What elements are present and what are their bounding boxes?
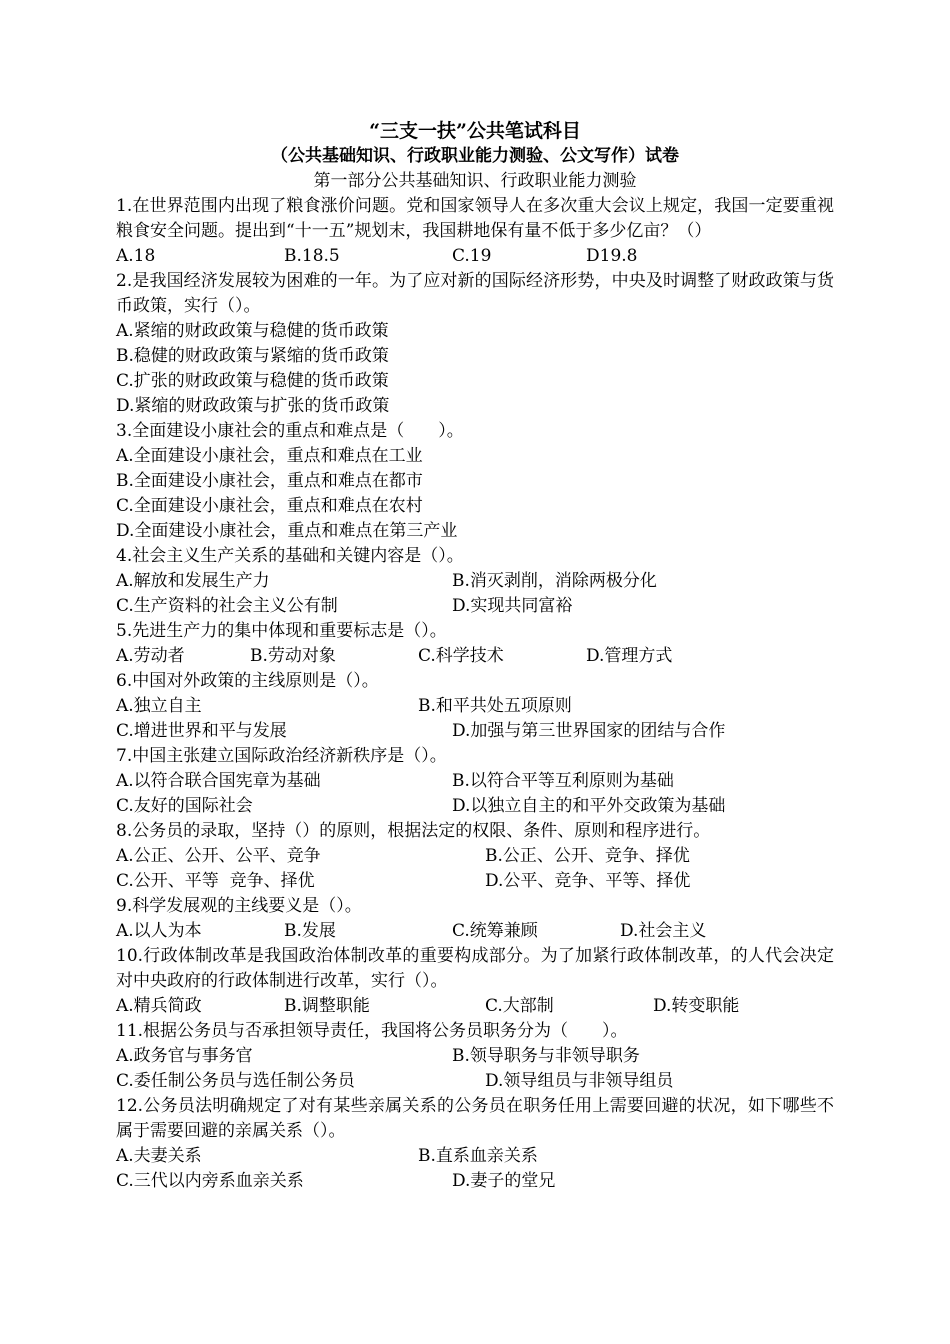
option-b: B.直系血亲关系 — [418, 1146, 538, 1166]
option-c: C.扩张的财政政策与稳健的货币政策 — [116, 371, 389, 391]
option-d: D.转变职能 — [653, 996, 740, 1016]
option-b: B.调整职能 — [284, 996, 370, 1016]
option-a: A.夫妻关系 — [116, 1146, 202, 1166]
option-b: B.发展 — [284, 921, 336, 941]
question-1: 1.在世界范围内出现了粮食涨价问题。党和国家领导人在多次重大会议上规定，我国一定要重视粮食安全问题。提出到“十一五”规划末，我国耕地保有量不低于多少亿亩？（） — [116, 196, 834, 241]
option-a: A.紧缩的财政政策与稳健的货币政策 — [116, 321, 389, 341]
question-2: 2.是我国经济发展较为困难的一年。为了应对新的国际经济形势，中央及时调整了财政政策与货币政策，实行（）。 — [116, 271, 834, 316]
option-b: B.以符合平等互利原则为基础 — [452, 771, 674, 791]
option-a: A.政务官与事务官 — [116, 1046, 253, 1066]
option-d: D.管理方式 — [586, 646, 673, 666]
option-d: D.紧缩的财政政策与扩张的货币政策 — [116, 396, 390, 416]
option-a: A.全面建设小康社会，重点和难点在工业 — [116, 446, 423, 466]
options-row — [116, 569, 834, 594]
options-row — [116, 719, 834, 744]
question-4: 4.社会主义生产关系的基础和关键内容是（）。 — [116, 546, 464, 566]
document-subtitle: （公共基础知识、行政职业能力测验、公文写作）试卷 — [271, 146, 679, 166]
option-a: A.以人为本 — [116, 921, 202, 941]
options-row — [116, 1069, 834, 1094]
option-a: A.18 — [116, 246, 156, 266]
option-d: D.以独立自主的和平外交政策为基础 — [452, 796, 726, 816]
option-d: D.加强与第三世界国家的团结与合作 — [452, 721, 726, 741]
option-b: B.公正、公开、竞争、择优 — [485, 846, 690, 866]
option-d: D.实现共同富裕 — [452, 596, 573, 616]
options-row — [116, 869, 834, 894]
option-c: C.大部制 — [485, 996, 554, 1016]
question-10: 10.行政体制改革是我国政治体制改革的重要构成部分。为了加紧行政体制改革，的人代会决定对中央政府的行政体制进行改革，实行（）。 — [116, 946, 834, 991]
question-12: 12.公务员法明确规定了对有某些亲属关系的公务员在职务任用上需要回避的状况，如下哪些不属于需要回避的亲属关系（）。 — [116, 1096, 834, 1141]
option-a: A.公正、公开、公平、竞争 — [116, 846, 321, 866]
options-row — [116, 844, 834, 869]
option-c: C.友好的国际社会 — [116, 796, 253, 816]
option-b: B.18.5 — [284, 246, 340, 266]
question-7: 7.中国主张建立国际政治经济新秩序是（）。 — [116, 746, 447, 766]
option-d: D.社会主义 — [620, 921, 707, 941]
document-title: “三支一扶”公共笔试科目 — [369, 120, 581, 142]
question-3: 3.全面建设小康社会的重点和难点是（ ）。 — [116, 421, 464, 441]
options-row — [116, 1144, 834, 1169]
option-c: C.公开、平等 竞争、择优 — [116, 871, 315, 891]
option-b: B.领导职务与非领导职务 — [452, 1046, 640, 1066]
option-a: A.独立自主 — [116, 696, 202, 716]
options-row — [116, 994, 834, 1019]
option-c: C.全面建设小康社会，重点和难点在农村 — [116, 496, 423, 516]
option-d: D.公平、竞争、平等、择优 — [485, 871, 691, 891]
document-page — [116, 118, 834, 1194]
option-c: C.统筹兼顾 — [452, 921, 538, 941]
question-8: 8.公务员的录取，坚持（）的原则，根据法定的权限、条件、原则和程序进行。 — [116, 821, 711, 841]
option-a: A.解放和发展生产力 — [116, 571, 270, 591]
options-row — [116, 594, 834, 619]
options-row — [116, 644, 834, 669]
question-5: 5.先进生产力的集中体现和重要标志是（）。 — [116, 621, 447, 641]
option-b: B.和平共处五项原则 — [418, 696, 572, 716]
option-b: B.消灭剥削，消除两极分化 — [452, 571, 657, 591]
options-row — [116, 1044, 834, 1069]
option-b: B.稳健的财政政策与紧缩的货币政策 — [116, 346, 389, 366]
option-b: B.劳动对象 — [250, 646, 336, 666]
option-d: D.领导组员与非领导组员 — [485, 1071, 674, 1091]
options-row — [116, 1169, 834, 1194]
option-d: D19.8 — [586, 246, 638, 266]
options-row — [116, 694, 834, 719]
option-b: B.全面建设小康社会，重点和难点在都市 — [116, 471, 423, 491]
option-c: C.三代以内旁系血亲关系 — [116, 1171, 304, 1191]
option-c: C.科学技术 — [418, 646, 504, 666]
option-d: D.妻子的堂兄 — [452, 1171, 556, 1191]
question-6: 6.中国对外政策的主线原则是（）。 — [116, 671, 379, 691]
option-a: A.以符合联合国宪章为基础 — [116, 771, 321, 791]
option-a: A.劳动者 — [116, 646, 185, 666]
option-c: C.生产资料的社会主义公有制 — [116, 596, 338, 616]
question-11: 11.根据公务员与否承担领导责任，我国将公务员职务分为（ ）。 — [116, 1021, 628, 1041]
question-9: 9.科学发展观的主线要义是（）。 — [116, 896, 362, 916]
option-a: A.精兵简政 — [116, 996, 202, 1016]
section-heading: 第一部分公共基础知识、行政职业能力测验 — [313, 171, 637, 191]
options-row — [116, 769, 834, 794]
option-c: C.委任制公务员与选任制公务员 — [116, 1071, 355, 1091]
option-c: C.19 — [452, 246, 492, 266]
options-row — [116, 919, 834, 944]
option-c: C.增进世界和平与发展 — [116, 721, 287, 741]
options-row — [116, 794, 834, 819]
option-d: D.全面建设小康社会，重点和难点在第三产业 — [116, 521, 458, 541]
options-row — [116, 244, 834, 269]
